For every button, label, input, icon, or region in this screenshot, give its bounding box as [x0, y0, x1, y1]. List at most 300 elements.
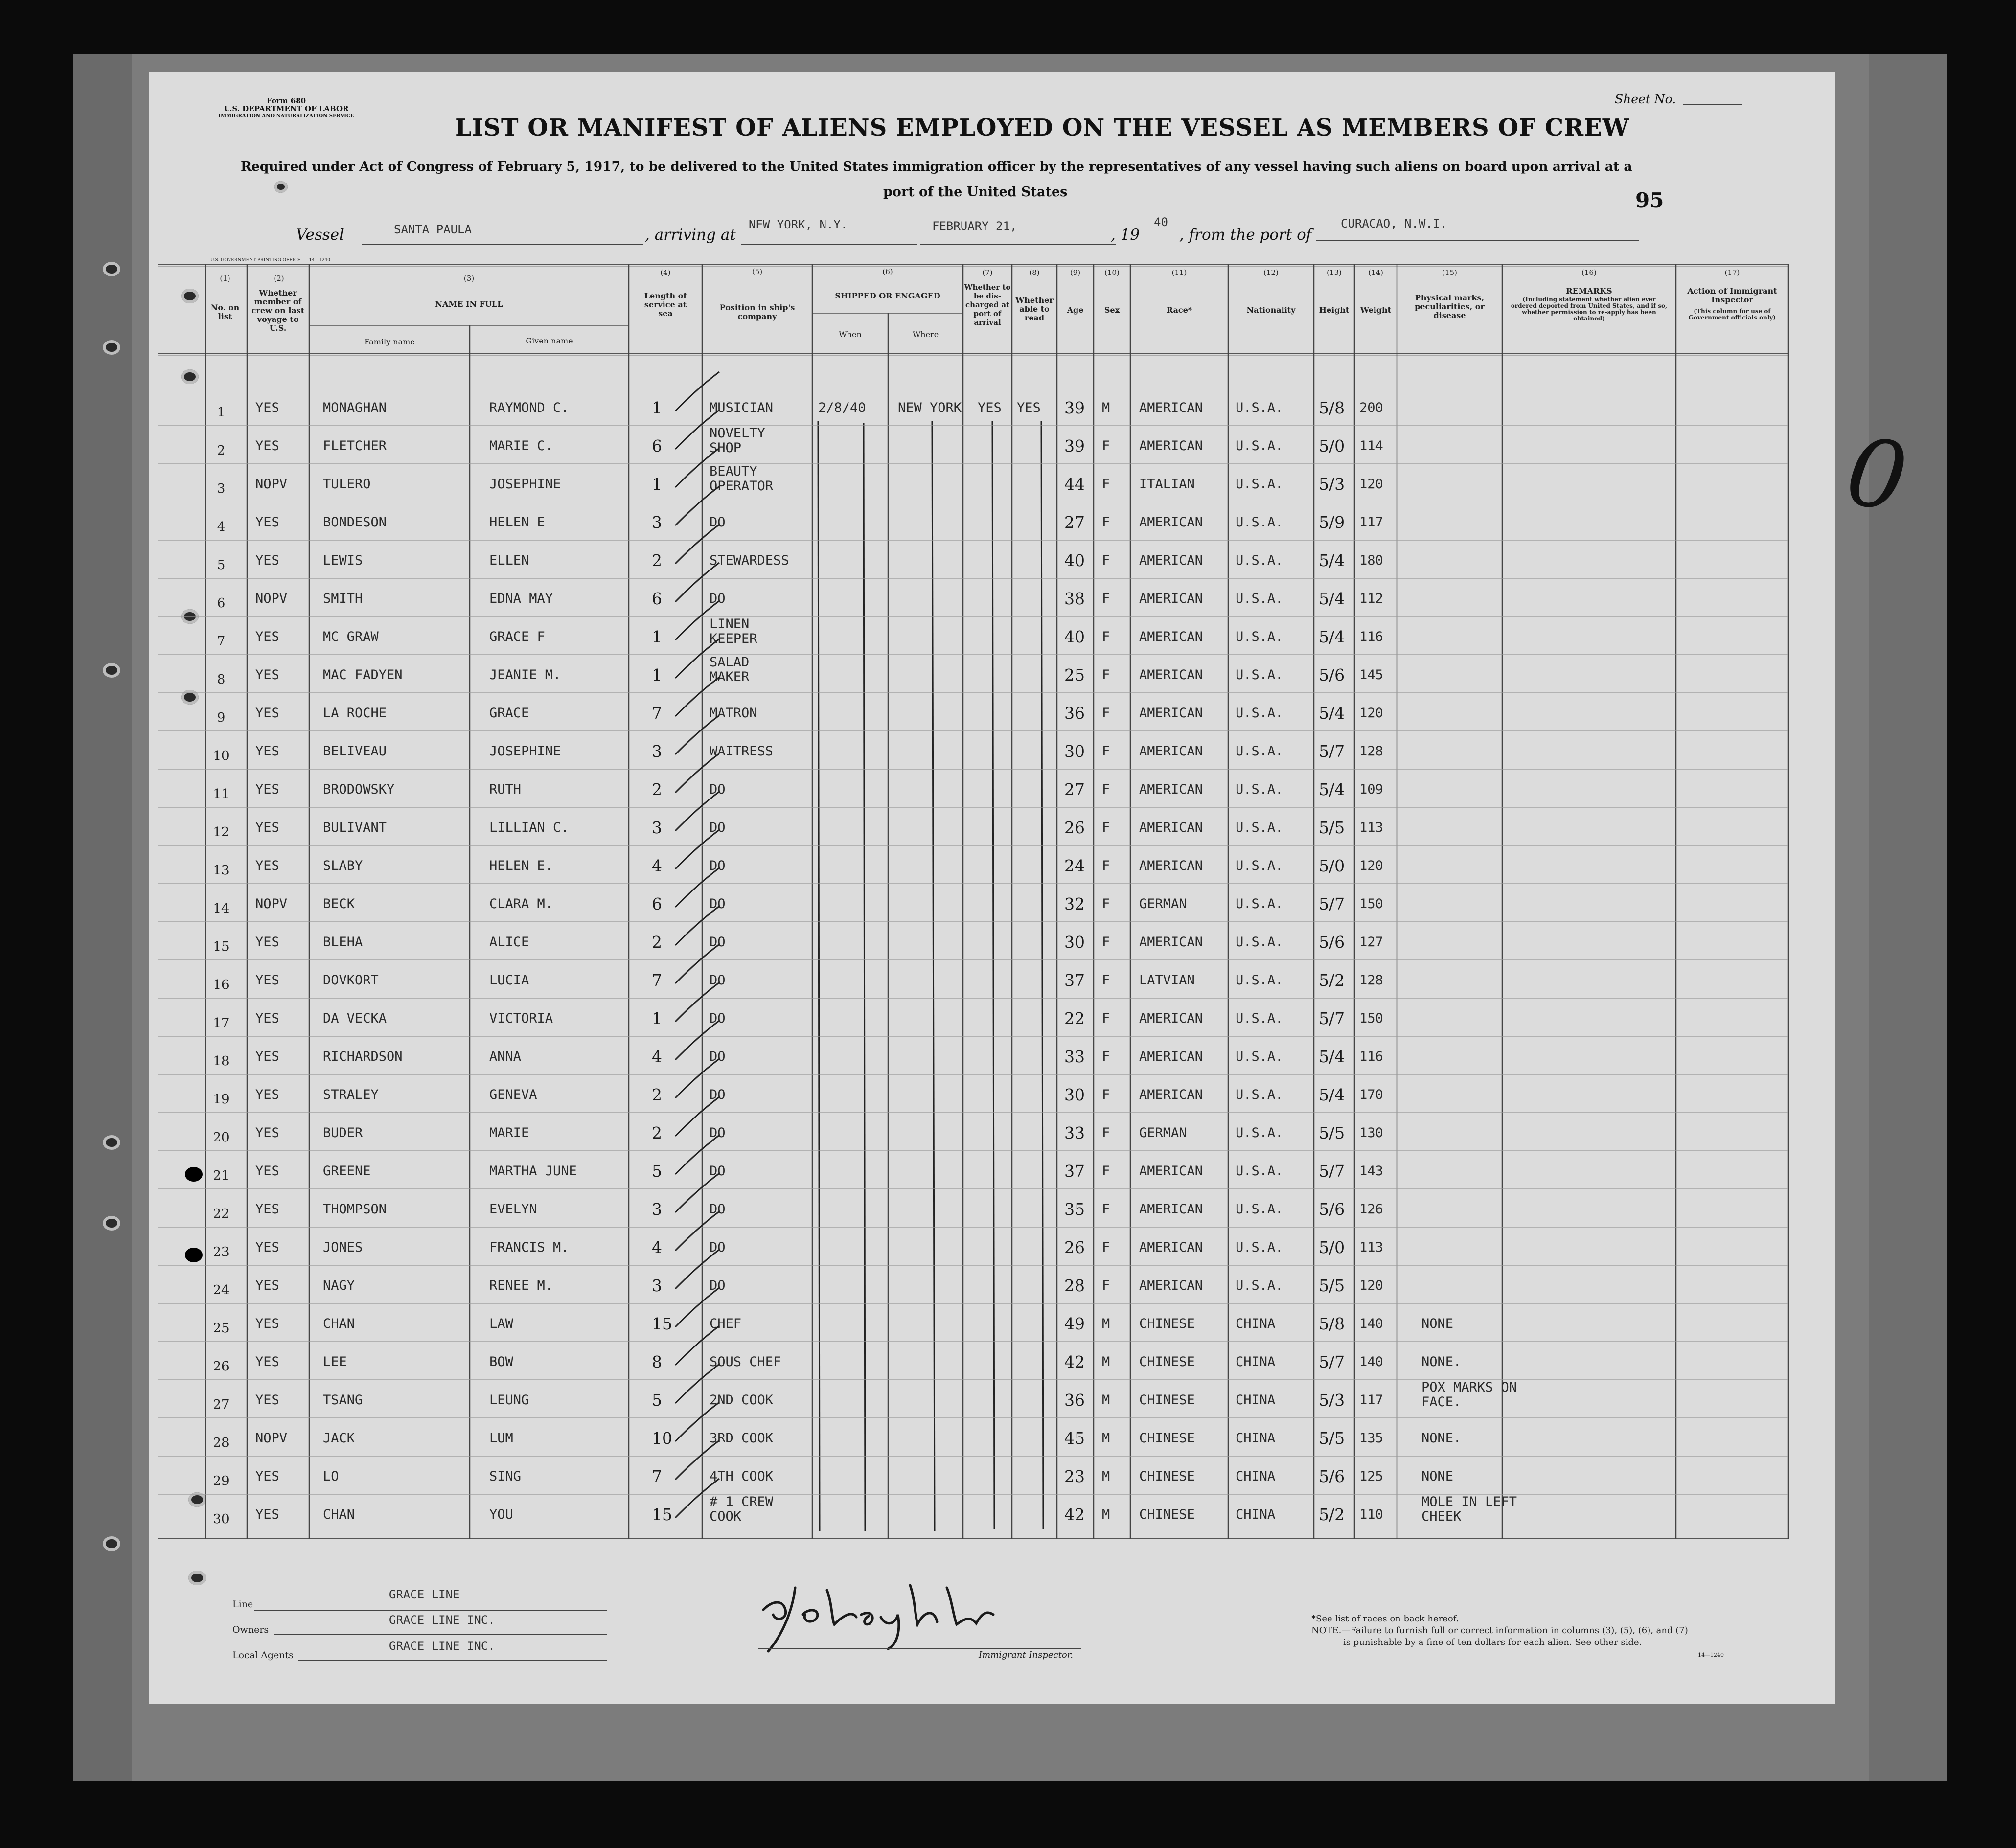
- given-name-cell: FRANCIS M.: [489, 1240, 569, 1255]
- vessel-underline: [362, 244, 643, 245]
- sex-cell: F: [1102, 1011, 1110, 1026]
- height-cell: 5/5: [1319, 1276, 1345, 1295]
- position-cell: MUSICIAN: [710, 400, 774, 415]
- service-length-cell: 2: [652, 933, 662, 952]
- service-length-cell: 3: [652, 1200, 662, 1219]
- age-cell: 42: [1064, 1352, 1085, 1371]
- height-cell: 5/7: [1319, 894, 1345, 913]
- service-length-cell: 7: [652, 704, 662, 723]
- row-number: 7: [217, 634, 226, 649]
- last-voyage-cell: YES: [255, 973, 279, 988]
- position-cell: DO: [710, 858, 726, 873]
- service-length-cell: 3: [652, 742, 662, 761]
- given-name-cell: LEUNG: [489, 1392, 529, 1408]
- last-voyage-cell: NOPV: [255, 477, 288, 492]
- position-cell: DO: [710, 591, 726, 606]
- punch-hole: [188, 1571, 206, 1585]
- race-cell: AMERICAN: [1139, 706, 1203, 721]
- sex-cell: F: [1102, 667, 1110, 683]
- last-voyage-cell: YES: [255, 553, 279, 568]
- height-cell: 5/8: [1319, 1314, 1345, 1333]
- col3-header: NAME IN FULL: [435, 299, 503, 309]
- nationality-cell: U.S.A.: [1236, 1125, 1283, 1141]
- family-name-cell: BELIVEAU: [323, 744, 387, 759]
- age-cell: 30: [1064, 933, 1085, 952]
- punch-hole: [103, 1536, 120, 1551]
- race-cell: CHINESE: [1139, 1316, 1195, 1331]
- sex-cell: M: [1102, 1316, 1110, 1331]
- position-cell: 3RD COOK: [710, 1431, 774, 1446]
- race-cell: AMERICAN: [1139, 515, 1203, 530]
- race-cell: AMERICAN: [1139, 858, 1203, 873]
- position-cell: DO: [710, 1202, 726, 1217]
- race-cell: CHINESE: [1139, 1354, 1195, 1369]
- last-voyage-cell: YES: [255, 1049, 279, 1064]
- sex-cell: F: [1102, 438, 1110, 454]
- nationality-cell: U.S.A.: [1236, 1278, 1283, 1293]
- nationality-cell: U.S.A.: [1236, 515, 1283, 530]
- height-cell: 5/4: [1319, 1085, 1345, 1104]
- col4-header: Length of service at sea: [644, 291, 687, 318]
- margin-mark: 0: [1840, 417, 1914, 533]
- age-cell: 37: [1064, 1162, 1085, 1181]
- sex-cell: F: [1102, 629, 1110, 644]
- row-number: 26: [213, 1359, 229, 1374]
- weight-cell: 180: [1359, 553, 1383, 568]
- mount-binding-strip: [73, 54, 132, 1781]
- last-voyage-cell: YES: [255, 1202, 279, 1217]
- service-length-cell: 4: [652, 1047, 662, 1066]
- race-cell: GERMAN: [1139, 896, 1187, 912]
- last-voyage-cell: YES: [255, 1240, 279, 1255]
- printing-code: 14—1240: [309, 258, 330, 263]
- age-cell: 26: [1064, 818, 1085, 837]
- col16-subheader: (Including statement whether alien ever ordered deported from United States, and if so, whether permission to re-apply has been obtained): [1511, 296, 1668, 322]
- last-voyage-cell: YES: [255, 1164, 279, 1179]
- punch-hole: [185, 1248, 203, 1262]
- service-length-cell: 7: [652, 971, 662, 990]
- given-name-cell: GENEVA: [489, 1087, 537, 1102]
- physical-marks-cell: CHEEK: [1421, 1509, 1462, 1524]
- race-cell: CHINESE: [1139, 1392, 1195, 1408]
- height-cell: 5/2: [1319, 1505, 1345, 1524]
- row-number: 10: [213, 749, 229, 763]
- family-name-cell: TSANG: [323, 1392, 363, 1408]
- departure-port: CURACAO, N.W.I.: [1341, 217, 1447, 230]
- nationality-cell: U.S.A.: [1236, 629, 1283, 644]
- sheet-number-label: Sheet No.: [1615, 92, 1676, 106]
- col9-header: Age: [1067, 305, 1084, 315]
- family-name-cell: JONES: [323, 1240, 363, 1255]
- weight-cell: 120: [1359, 1278, 1383, 1293]
- sex-cell: F: [1102, 591, 1110, 606]
- physical-marks-cell: NONE.: [1421, 1431, 1462, 1446]
- col7-number: (7): [982, 268, 993, 277]
- sex-cell: F: [1102, 1164, 1110, 1179]
- vessel-name: SANTA PAULA: [394, 223, 472, 236]
- col16-number: (16): [1581, 268, 1597, 277]
- height-cell: 5/4: [1319, 551, 1345, 570]
- family-name-cell: FLETCHER: [323, 438, 387, 454]
- nationality-cell: U.S.A.: [1236, 1011, 1283, 1026]
- nationality-cell: U.S.A.: [1236, 591, 1283, 606]
- age-cell: 39: [1064, 436, 1085, 456]
- nationality-cell: CHINA: [1236, 1316, 1276, 1331]
- row-number: 12: [213, 825, 229, 840]
- weight-cell: 140: [1359, 1354, 1383, 1369]
- position-cell: LINEN: [710, 616, 750, 632]
- col2-number: (2): [274, 274, 284, 283]
- nationality-cell: CHINA: [1236, 1431, 1276, 1446]
- col11-header: Race*: [1166, 305, 1192, 315]
- given-name-cell: LILLIAN C.: [489, 820, 569, 835]
- position-cell: DO: [710, 515, 726, 530]
- arrival-date: FEBRUARY 21,: [932, 219, 1017, 233]
- col13-header: Height: [1319, 305, 1350, 315]
- sex-cell: F: [1102, 1202, 1110, 1217]
- row-number: 1: [217, 405, 226, 420]
- weight-cell: 145: [1359, 667, 1383, 683]
- from-port-underline: [1316, 240, 1639, 241]
- family-name-cell: CHAN: [323, 1316, 355, 1331]
- sex-cell: F: [1102, 858, 1110, 873]
- punch-hole: [188, 1492, 206, 1507]
- bottom-form-code: 14—1240: [1698, 1652, 1724, 1658]
- nationality-cell: U.S.A.: [1236, 667, 1283, 683]
- age-cell: 36: [1064, 704, 1085, 723]
- given-name-cell: EVELYN: [489, 1202, 537, 1217]
- last-voyage-cell: YES: [255, 820, 279, 835]
- weight-cell: 114: [1359, 438, 1383, 454]
- race-cell: AMERICAN: [1139, 1278, 1203, 1293]
- position-cell: SALAD: [710, 655, 750, 670]
- given-name-cell: RAYMOND C.: [489, 400, 569, 415]
- height-cell: 5/6: [1319, 1467, 1345, 1486]
- row-number: 28: [213, 1436, 229, 1450]
- race-cell: CHINESE: [1139, 1469, 1195, 1484]
- punch-hole: [185, 1167, 203, 1182]
- sex-cell: F: [1102, 935, 1110, 950]
- position-cell: WAITRESS: [710, 744, 774, 759]
- row-number: 5: [217, 558, 226, 572]
- service-length-cell: 2: [652, 1085, 662, 1104]
- sex-cell: F: [1102, 782, 1110, 797]
- arrival-year: 40: [1154, 215, 1168, 229]
- service-length-cell: 4: [652, 1238, 662, 1257]
- arriving-label: , arriving at: [645, 226, 736, 244]
- col1-number: (1): [220, 274, 230, 283]
- col3-given-header: Given name: [526, 336, 573, 345]
- col6-where-header: Where: [912, 330, 939, 339]
- weight-cell: 116: [1359, 629, 1383, 644]
- last-voyage-cell: YES: [255, 667, 279, 683]
- service-length-cell: 10: [652, 1429, 672, 1448]
- physical-marks-cell: NONE: [1421, 1316, 1454, 1331]
- owners-underline: [274, 1634, 607, 1635]
- last-voyage-cell: YES: [255, 935, 279, 950]
- col11-number: (11): [1171, 268, 1187, 277]
- position-cell: BEAUTY: [710, 464, 757, 479]
- row-number: 14: [213, 901, 229, 916]
- nationality-cell: U.S.A.: [1236, 438, 1283, 454]
- race-cell: AMERICAN: [1139, 820, 1203, 835]
- physical-marks-cell: MOLE IN LEFT: [1421, 1494, 1517, 1509]
- given-name-cell: VICTORIA: [489, 1011, 553, 1026]
- weight-cell: 120: [1359, 706, 1383, 721]
- last-voyage-cell: YES: [255, 438, 279, 454]
- row-number: 4: [217, 520, 226, 534]
- age-cell: 30: [1064, 742, 1085, 761]
- age-cell: 26: [1064, 1238, 1085, 1257]
- height-cell: 5/2: [1319, 971, 1345, 990]
- family-name-cell: SMITH: [323, 591, 363, 606]
- service-length-cell: 1: [652, 475, 662, 494]
- age-cell: 36: [1064, 1391, 1085, 1410]
- family-name-cell: DA VECKA: [323, 1011, 387, 1026]
- position-cell: DO: [710, 896, 726, 912]
- agents-label: Local Agents: [232, 1650, 294, 1661]
- weight-cell: 150: [1359, 896, 1383, 912]
- position-cell: DO: [710, 1049, 726, 1064]
- row-number: 22: [213, 1207, 229, 1221]
- race-cell: AMERICAN: [1139, 1164, 1203, 1179]
- age-cell: 30: [1064, 1085, 1085, 1104]
- height-cell: 5/3: [1319, 1391, 1345, 1410]
- inspector-label: Immigrant Inspector.: [979, 1650, 1074, 1660]
- row-number: 18: [213, 1054, 229, 1069]
- given-name-cell: CLARA M.: [489, 896, 553, 912]
- race-cell: AMERICAN: [1139, 744, 1203, 759]
- form-header-block: [206, 97, 367, 120]
- race-cell: AMERICAN: [1139, 1049, 1203, 1064]
- col9-number: (9): [1070, 268, 1081, 277]
- last-voyage-cell: YES: [255, 1507, 279, 1522]
- weight-cell: 113: [1359, 820, 1383, 835]
- nationality-cell: U.S.A.: [1236, 1202, 1283, 1217]
- race-cell: AMERICAN: [1139, 629, 1203, 644]
- service-length-cell: 5: [652, 1162, 662, 1181]
- vessel-label: Vessel: [296, 226, 344, 244]
- family-name-cell: RICHARDSON: [323, 1049, 403, 1064]
- height-cell: 5/7: [1319, 742, 1345, 761]
- last-voyage-cell: YES: [255, 858, 279, 873]
- race-cell: AMERICAN: [1139, 1087, 1203, 1102]
- race-cell: CHINESE: [1139, 1507, 1195, 1522]
- age-cell: 27: [1064, 513, 1085, 532]
- row-number: 23: [213, 1245, 229, 1259]
- last-voyage-cell: YES: [255, 1316, 279, 1331]
- height-cell: 5/5: [1319, 1429, 1345, 1448]
- sex-cell: F: [1102, 1278, 1110, 1293]
- service-length-cell: 6: [652, 589, 662, 608]
- weight-cell: 170: [1359, 1087, 1383, 1102]
- age-cell: 33: [1064, 1047, 1085, 1066]
- department-name: U.S. DEPARTMENT OF LABOR: [224, 104, 349, 113]
- last-voyage-cell: YES: [255, 744, 279, 759]
- family-name-cell: LEWIS: [323, 553, 363, 568]
- family-name-cell: CHAN: [323, 1507, 355, 1522]
- sex-cell: F: [1102, 973, 1110, 988]
- row-number: 6: [217, 596, 226, 611]
- height-cell: 5/9: [1319, 513, 1345, 532]
- col1-header: No. on list: [210, 303, 240, 321]
- height-cell: 5/4: [1319, 1047, 1345, 1066]
- position-cell: DO: [710, 1278, 726, 1293]
- given-name-cell: ANNA: [489, 1049, 522, 1064]
- height-cell: 5/4: [1319, 704, 1345, 723]
- weight-cell: 112: [1359, 591, 1383, 606]
- sex-cell: F: [1102, 1087, 1110, 1102]
- service-length-cell: 3: [652, 513, 662, 532]
- age-cell: 27: [1064, 780, 1085, 799]
- owners-value: GRACE LINE INC.: [389, 1613, 495, 1627]
- nationality-cell: U.S.A.: [1236, 935, 1283, 950]
- row-number: 13: [213, 863, 229, 878]
- service-length-cell: 1: [652, 627, 662, 646]
- row-number: 11: [213, 787, 229, 801]
- given-name-cell: ALICE: [489, 935, 529, 950]
- race-cell: AMERICAN: [1139, 1240, 1203, 1255]
- family-name-cell: DOVKORT: [323, 973, 379, 988]
- family-name-cell: TULERO: [323, 477, 371, 492]
- owners-label: Owners: [232, 1624, 269, 1635]
- weight-cell: 135: [1359, 1431, 1383, 1446]
- physical-marks-cell: NONE: [1421, 1469, 1454, 1484]
- physical-marks-cell: NONE.: [1421, 1354, 1462, 1369]
- position-cell: DO: [710, 973, 726, 988]
- given-name-cell: LAW: [489, 1316, 513, 1331]
- sex-cell: M: [1102, 1469, 1110, 1484]
- position-cell: DO: [710, 820, 726, 835]
- given-name-cell: MARTHA JUNE: [489, 1164, 577, 1179]
- last-voyage-cell: NOPV: [255, 1431, 288, 1446]
- row-number: 9: [217, 710, 226, 725]
- service-length-cell: 8: [652, 1352, 662, 1371]
- age-cell: 37: [1064, 971, 1085, 990]
- col15-number: (15): [1442, 268, 1457, 277]
- position-cell: OPERATOR: [710, 479, 774, 494]
- col6-when-header: When: [839, 330, 862, 339]
- position-cell: DO: [710, 782, 726, 797]
- able-to-read-cell: YES: [1017, 400, 1041, 415]
- family-name-cell: NAGY: [323, 1278, 355, 1293]
- nationality-cell: U.S.A.: [1236, 400, 1283, 415]
- punch-hole: [103, 340, 120, 355]
- height-cell: 5/7: [1319, 1162, 1345, 1181]
- penalty-note-line1: NOTE.—Failure to furnish full or correct information in columns (3), (5), (6), and (7): [1311, 1625, 1688, 1636]
- nationality-cell: CHINA: [1236, 1354, 1276, 1369]
- family-name-cell: MONAGHAN: [323, 400, 387, 415]
- col16-header: REMARKS: [1566, 286, 1612, 296]
- weight-cell: 143: [1359, 1164, 1383, 1179]
- inspector-underline: [758, 1648, 1081, 1649]
- weight-cell: 126: [1359, 1202, 1383, 1217]
- age-cell: 22: [1064, 1009, 1085, 1028]
- given-name-cell: MARIE C.: [489, 438, 553, 454]
- service-length-cell: 1: [652, 398, 662, 417]
- family-name-cell: THOMPSON: [323, 1202, 387, 1217]
- position-cell: SHOP: [710, 440, 742, 456]
- weight-cell: 128: [1359, 744, 1383, 759]
- height-cell: 5/3: [1319, 475, 1345, 494]
- last-voyage-cell: YES: [255, 400, 279, 415]
- service-length-cell: 6: [652, 436, 662, 456]
- shipped-where-cell: NEW YORK: [898, 400, 962, 415]
- height-cell: 5/0: [1319, 856, 1345, 875]
- row-number: 15: [213, 939, 229, 954]
- position-cell: DO: [710, 1164, 726, 1179]
- col7-header: Whether to be dis-charged at port of arrival: [964, 283, 1011, 327]
- row-number: 21: [213, 1168, 229, 1183]
- age-cell: 39: [1064, 398, 1085, 417]
- age-cell: 35: [1064, 1200, 1085, 1219]
- col17-header: Action of Immigrant Inspector: [1687, 286, 1777, 304]
- service-length-cell: 15: [652, 1505, 672, 1524]
- family-name-cell: BONDESON: [323, 515, 387, 530]
- row-number: 29: [213, 1474, 229, 1488]
- printing-office-name: U.S. GOVERNMENT PRINTING OFFICE: [210, 258, 301, 263]
- position-cell: DO: [710, 1011, 726, 1026]
- service-length-cell: 1: [652, 665, 662, 684]
- family-name-cell: LA ROCHE: [323, 706, 387, 721]
- family-name-cell: JACK: [323, 1431, 355, 1446]
- punch-hole: [103, 1135, 120, 1150]
- given-name-cell: RENEE M.: [489, 1278, 553, 1293]
- punch-hole: [181, 690, 199, 705]
- position-cell: MATRON: [710, 706, 757, 721]
- family-name-cell: SLABY: [323, 858, 363, 873]
- race-cell: AMERICAN: [1139, 667, 1203, 683]
- race-cell: AMERICAN: [1139, 1011, 1203, 1026]
- service-length-cell: 6: [652, 894, 662, 913]
- position-cell: COOK: [710, 1509, 742, 1524]
- date-underline: [920, 244, 1116, 245]
- family-name-cell: BULIVANT: [323, 820, 387, 835]
- race-cell: AMERICAN: [1139, 1202, 1203, 1217]
- nationality-cell: U.S.A.: [1236, 706, 1283, 721]
- col17-number: (17): [1724, 268, 1740, 277]
- sex-cell: F: [1102, 1240, 1110, 1255]
- service-length-cell: 3: [652, 1276, 662, 1295]
- col14-number: (14): [1368, 268, 1383, 277]
- position-cell: SOUS CHEF: [710, 1354, 781, 1369]
- race-cell: LATVIAN: [1139, 973, 1195, 988]
- row-number: 20: [213, 1130, 229, 1145]
- given-name-cell: GRACE: [489, 706, 529, 721]
- weight-cell: 120: [1359, 858, 1383, 873]
- nationality-cell: U.S.A.: [1236, 973, 1283, 988]
- height-cell: 5/7: [1319, 1352, 1345, 1371]
- document-title: LIST OR MANIFEST OF ALIENS EMPLOYED ON THE VESSEL AS MEMBERS OF CREW: [455, 114, 1629, 141]
- sex-cell: M: [1102, 1431, 1110, 1446]
- service-length-cell: 15: [652, 1314, 672, 1333]
- row-number: 16: [213, 978, 229, 992]
- row-number: 8: [217, 672, 226, 687]
- weight-cell: 117: [1359, 515, 1383, 530]
- weight-cell: 200: [1359, 400, 1383, 415]
- weight-cell: 117: [1359, 1392, 1383, 1408]
- height-cell: 5/8: [1319, 398, 1345, 417]
- sex-cell: F: [1102, 1049, 1110, 1064]
- age-cell: 25: [1064, 665, 1085, 684]
- race-cell: AMERICAN: [1139, 438, 1203, 454]
- row-number: 27: [213, 1397, 229, 1412]
- given-name-cell: LUCIA: [489, 973, 529, 988]
- row-number: 24: [213, 1283, 229, 1298]
- family-name-cell: BECK: [323, 896, 355, 912]
- races-note: *See list of races on back hereof.: [1311, 1614, 1459, 1624]
- age-cell: 40: [1064, 627, 1085, 646]
